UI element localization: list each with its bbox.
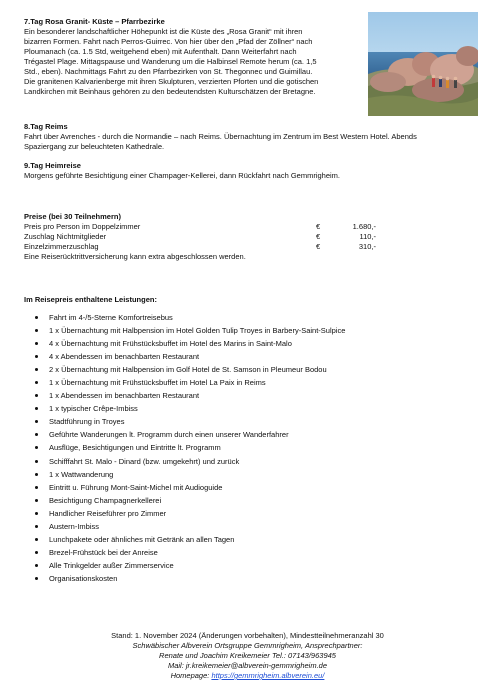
list-item: Stadtführung in Troyes xyxy=(24,415,476,428)
bullet-icon xyxy=(35,381,38,384)
price-currency: € xyxy=(316,242,321,251)
list-item: Eintritt u. Führung Mont-Saint-Michel mit Audioguide xyxy=(24,481,476,494)
included-list xyxy=(24,311,476,585)
bullet-icon xyxy=(35,342,38,345)
day-7-section xyxy=(24,17,476,97)
prices-section xyxy=(24,212,476,262)
day-8-title: 8.Tag Reims xyxy=(24,122,68,131)
homepage-link[interactable]: https://gemmrigheim.albverein.eu/ xyxy=(211,671,325,680)
list-item: Geführte Wanderungen lt. Programm durch einen unserer Wanderfahrer xyxy=(24,428,476,441)
bullet-icon xyxy=(35,499,38,502)
list-item: 4 x Übernachtung mit Frühstücksbuffet im Hotel des Marins in Saint-Malo xyxy=(24,337,476,350)
day-9-text: Morgens geführte Besichtigung einer Champager-Kellerei, dann Rückfahrt nach Gemmrigheim. xyxy=(24,171,340,180)
list-item: Fahrt im 4-/5-Sterne Komfortreisebus xyxy=(24,311,476,324)
prices-title: Preise (bei 30 Teilnehmern) xyxy=(24,212,121,221)
day-9-title: 9.Tag Heimreise xyxy=(24,161,81,170)
bullet-icon xyxy=(35,486,38,489)
list-item: 4 x Abendessen im benachbarten Restaurant xyxy=(24,350,476,363)
price-currency: € xyxy=(316,222,321,231)
price-row xyxy=(24,232,476,242)
price-amount: 110,- xyxy=(359,232,376,241)
footer xyxy=(0,631,495,681)
price-row xyxy=(24,242,476,252)
day-7-text: Ein besonderer landschaftlicher Höhepunkt ist die Küste des „Rosa Granit“ mit ihren bizarren Formen. Fahrt nach Perros-Guirrec. Von hier über den „Pfad der Zöllner“ nach Ploumanach (ca. 1.5 Std, weitgehend eben) mit Aufenthalt. Dann Weiterfahrt nach Trégastel Plage. Mittagspause und Wanderung um die Halbinsel Remote herum (ca. 1,5 Std., eben). Nachmittags Fahrt zu den Pfarrbezirken von St. Thegonnec und Guimillau. Die granitenen Kalvarienberge mit ihren Skulpturen, verzierten Pforten und die gotischen Landkirchen mit Beinhaus gehören zu den bedeutendsten Kulturschätzen der Bretagne. xyxy=(24,27,319,96)
price-currency: € xyxy=(316,232,321,241)
day-7-title: 7.Tag Rosa Granit- Küste – Pfarrbezirke xyxy=(24,17,165,26)
list-item: Austern-Imbiss xyxy=(24,520,476,533)
bullet-icon xyxy=(35,433,38,436)
bullet-icon xyxy=(35,525,38,528)
price-label: Zuschlag Nichtmitglieder xyxy=(24,232,107,241)
footer-homepage: Homepage: https://gemmrigheim.albverein.eu/ xyxy=(170,671,325,680)
bullet-icon xyxy=(35,316,38,319)
list-item: Schifffahrt St. Malo - Dinard (bzw. umgekehrt) und zurück xyxy=(24,455,476,468)
price-amount: 310,- xyxy=(358,242,376,251)
list-item: 1 x Übernachtung mit Frühstücksbuffet im Hotel La Paix in Reims xyxy=(24,376,476,389)
bullet-icon xyxy=(35,538,38,541)
bullet-icon xyxy=(35,551,38,554)
day-9-section xyxy=(24,161,476,181)
list-item: 1 x Abendessen im benachbarten Restaurant xyxy=(24,389,476,402)
bullet-icon xyxy=(35,512,38,515)
list-item: Brezel-Frühstück bei der Anreise xyxy=(24,546,476,559)
bullet-icon xyxy=(35,394,38,397)
bullet-icon xyxy=(35,420,38,423)
footer-status: Stand: 1. November 2024 (Änderungen vorbehalten), Mindestteilnehmeranzahl 30 xyxy=(111,631,384,640)
price-label: Preis pro Person im Doppelzimmer xyxy=(24,222,141,231)
bullet-icon xyxy=(35,577,38,580)
bullet-icon xyxy=(35,355,38,358)
bullet-icon xyxy=(35,460,38,463)
day-8-text: Fahrt über Avrenches - durch die Normandie – nach Reims. Übernachtung im Zentrum im Best Western Hotel. Abends Spaziergang zur beleuchteten Kathedrale. xyxy=(24,132,417,151)
footer-organization: Schwäbischer Albverein Ortsgruppe Gemmrigheim, Ansprechpartner: xyxy=(132,641,363,650)
bullet-icon xyxy=(35,329,38,332)
price-label: Einzelzimmerzuschlag xyxy=(24,242,99,251)
list-item: Lunchpakete oder ähnliches mit Getränk an allen Tagen xyxy=(24,533,476,546)
insurance-note: Eine Reiserücktrittversicherung kann extra abgeschlossen werden. xyxy=(24,252,246,261)
list-item: Ausflüge, Besichtigungen und Eintritte lt. Programm xyxy=(24,441,476,454)
list-item: Handlicher Reiseführer pro Zimmer xyxy=(24,507,476,520)
bullet-icon xyxy=(35,473,38,476)
bullet-icon xyxy=(35,368,38,371)
list-item: Besichtigung Champagnerkellerei xyxy=(24,494,476,507)
list-item: 2 x Übernachtung mit Halbpension im Golf Hotel de St. Samson in Pleumeur Bodou xyxy=(24,363,476,376)
included-services-section xyxy=(24,295,476,585)
footer-contact: Renate und Joachim Kreikemeier Tel.: 07143/963945 xyxy=(159,651,336,660)
bullet-icon xyxy=(35,564,38,567)
bullet-icon xyxy=(35,407,38,410)
list-item: 1 x Übernachtung mit Halbpension im Hotel Golden Tulip Troyes in Barbery-Saint-Sulpice xyxy=(24,324,476,337)
day-8-section xyxy=(24,122,476,152)
price-amount: 1.680,- xyxy=(352,222,376,231)
list-item: 1 x Wattwanderung xyxy=(24,468,476,481)
list-item: Alle Trinkgelder außer Zimmerservice xyxy=(24,559,476,572)
list-item: 1 x typischer Crêpe-Imbiss xyxy=(24,402,476,415)
price-row xyxy=(24,222,476,232)
bullet-icon xyxy=(35,446,38,449)
included-title: Im Reisepreis enthaltene Leistungen: xyxy=(24,295,157,304)
footer-mail: Mail: jr.kreikemeier@albverein-gemmrigheim.de xyxy=(167,661,328,670)
list-item: Organisationskosten xyxy=(24,572,476,585)
